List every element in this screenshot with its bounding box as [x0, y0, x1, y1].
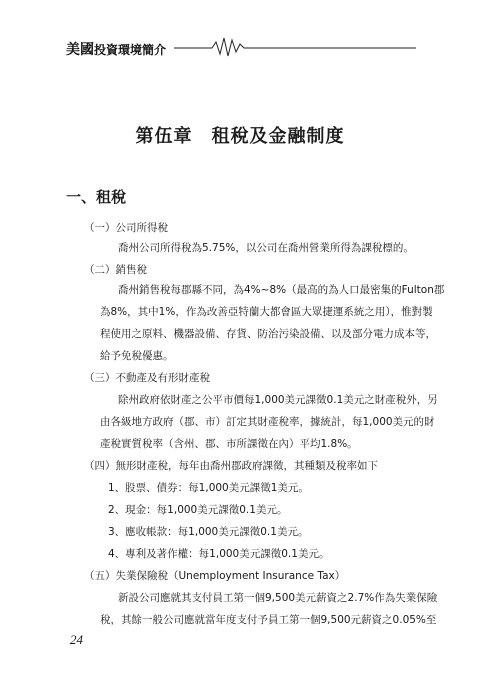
header-title-small: 投資環境簡介 — [94, 43, 167, 57]
list-item: 2、現金：每1,000美元課徵0.1美元。 — [108, 504, 288, 516]
section-title: 一、租稅 — [66, 188, 127, 206]
body-line: 為8%，其中1%，作為改善亞特蘭大都會區大眾捷運系統之用），惟對製 — [100, 306, 433, 318]
list-item: 1、股票、債券：每1,000美元課徵1美元。 — [108, 482, 309, 494]
body-line: 喬州公司所得稅為5.75%，以公司在喬州營業所得為課稅標的。 — [118, 242, 414, 254]
chapter-title: 第伍章 租稅及金融制度 — [135, 126, 345, 147]
list-item: 4、專利及著作權：每1,000美元課徵0.1美元。 — [108, 548, 330, 560]
body-line: 稅，其餘一般公司應就當年度支付予員工第一個9,500元薪資之0.05%至 — [100, 614, 437, 626]
header-title-big: 美國 — [66, 42, 94, 58]
header-wave-rule — [174, 34, 416, 58]
body-line: 新設公司應就其支付員工第一個9,500美元薪資之2.7%作為失業保險 — [118, 592, 438, 604]
body-line: 喬州銷售稅每郡縣不同，為4%~8%（最高的為人口最密集的Fulton郡 — [118, 284, 445, 296]
body-line: 除州政府依財產之公平市價每1,000美元課徵0.1美元之財產稅外，另 — [118, 394, 438, 406]
running-header — [66, 30, 416, 60]
subsection-heading: （四）無形財產稅，每年由喬州郡政府課徵，其種類及稅率如下 — [84, 460, 378, 472]
running-header-title — [66, 39, 166, 59]
body-line: 給予免稅優惠。 — [100, 350, 174, 362]
list-item: 3、應收帳款：每1,000美元課徵0.1美元。 — [108, 526, 309, 538]
body-line: 產稅實質稅率（含州、郡、市所課徵在內）平均1.8%。 — [100, 438, 358, 450]
subsection-heading: （二）銷售稅 — [84, 264, 147, 276]
body-line: 由各級地方政府（郡、市）訂定其財產稅率，據統計，每1,000美元的財 — [100, 416, 435, 428]
subsection-heading: （一）公司所得稅 — [84, 222, 168, 234]
subsection-heading: （三）不動產及有形財產稅 — [84, 372, 210, 384]
page-number: 24 — [70, 632, 83, 647]
body-line: 程使用之原料、機器設備、存貨、防治污染設備、以及部分電力成本等， — [100, 328, 436, 340]
subsection-heading: （五）失業保險稅（Unemployment Insurance Tax） — [84, 570, 346, 582]
